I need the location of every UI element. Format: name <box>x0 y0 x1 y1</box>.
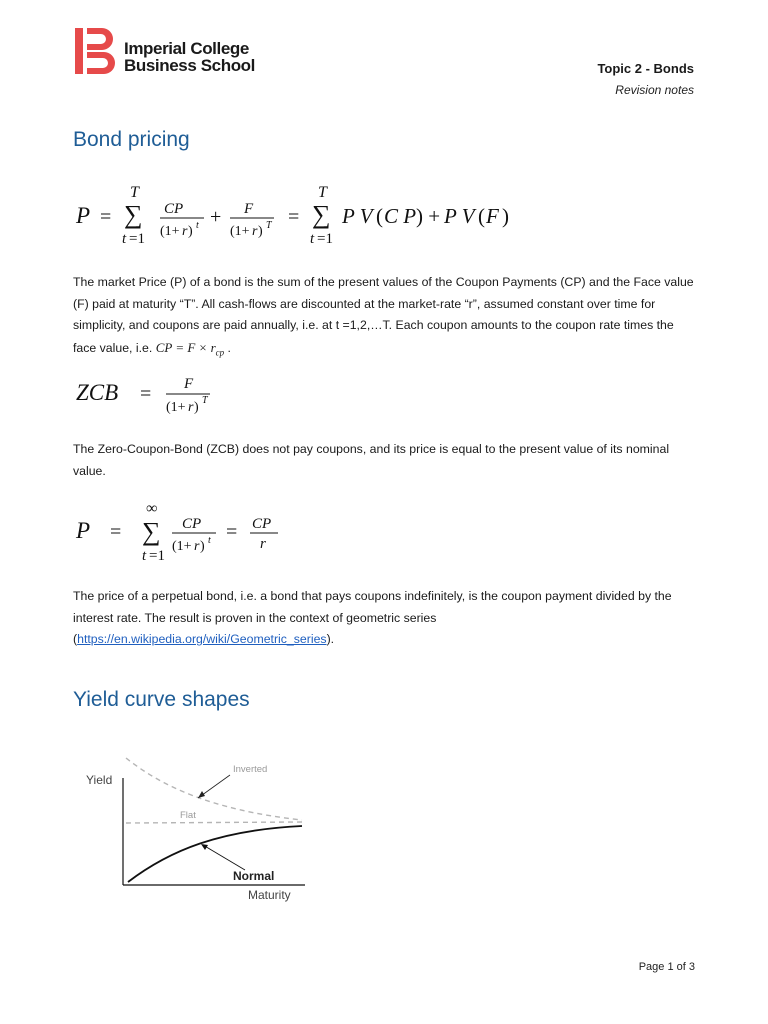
flat-curve <box>126 822 302 823</box>
topic-title: Topic 2 - Bonds <box>597 61 694 76</box>
svg-text:): ) <box>200 539 205 554</box>
svg-text:P: P <box>76 203 91 228</box>
geometric-series-link[interactable]: https://en.wikipedia.org/wiki/Geometric_series <box>77 632 327 646</box>
svg-text:(1+: (1+ <box>230 224 250 239</box>
normal-pointer <box>203 845 245 870</box>
paragraph-bond-price-text: The market Price (P) of a bond is the sum of the present values of the Coupon Payments (CP) and the Face value (F) paid at maturity “T”. All cash-flows are discounted at the market-rate “r”, assumed constant over time for simplicity, and coupons are paid annually, i.e. at t =1,2,…T. Each coupon amounts to the coupon rate times the face value, i.e. <box>73 275 694 355</box>
svg-text:=: = <box>288 206 300 228</box>
paragraph-perpetual-text: The price of a perpetual bond, i.e. a bond that pays coupons indefinitely, is the coupon payment divided by the interest rate. The result is proven in the context of geometric series ( <box>73 589 672 646</box>
paragraph-zcb: The Zero-Coupon-Bond (ZCB) does not pay coupons, and its price is equal to the present value of its nominal value. <box>73 442 670 478</box>
svg-text:=1: =1 <box>149 548 165 564</box>
svg-text:=: = <box>110 521 122 543</box>
paragraph-perpetual <box>73 586 695 651</box>
svg-text:P V: P V <box>444 204 475 228</box>
svg-text:r: r <box>194 539 200 554</box>
svg-text:t: t <box>122 231 127 247</box>
paragraph-perpetual-end: ). <box>326 632 335 646</box>
svg-text:=: = <box>100 206 112 228</box>
logo-mark <box>75 28 119 74</box>
svg-text:(: ( <box>478 204 485 228</box>
svg-text:∑: ∑ <box>142 517 161 546</box>
section-heading-bond-pricing: Bond pricing <box>73 128 190 151</box>
svg-text:∑: ∑ <box>124 200 143 229</box>
page-number: Page 1 of 3 <box>638 961 695 973</box>
svg-text:T: T <box>266 220 272 231</box>
svg-text:F: F <box>486 204 499 228</box>
logo-line-1: Imperial College <box>124 39 249 58</box>
svg-text:=: = <box>226 521 238 543</box>
svg-text:(1+: (1+ <box>166 400 186 415</box>
svg-text:): ) <box>502 204 509 228</box>
y-axis-label: Yield <box>86 773 113 787</box>
svg-text:CP: CP <box>182 516 202 532</box>
svg-text:CP: CP <box>252 516 272 532</box>
svg-text:r: r <box>182 224 188 239</box>
bond-price-formula <box>74 180 554 250</box>
svg-text:(1+: (1+ <box>172 539 192 554</box>
series-label-inverted: Inverted <box>233 764 268 775</box>
svg-text:T: T <box>130 184 139 201</box>
series-label-flat: Flat <box>180 810 196 821</box>
svg-text:): ) <box>194 400 199 415</box>
svg-text:r: r <box>188 400 194 415</box>
svg-text:t: t <box>310 231 315 247</box>
logo-text <box>124 40 255 74</box>
perpetual-bond-formula <box>74 500 314 570</box>
coupon-formula-inline: CP = $F \times r_{cp}$ <box>155 339 225 358</box>
svg-text:): ) <box>188 224 193 239</box>
logo-line-2: Business School <box>124 56 255 75</box>
svg-text:r: r <box>260 536 266 552</box>
svg-text:=: = <box>140 383 152 405</box>
svg-text:t: t <box>142 548 147 564</box>
svg-text:F: F <box>184 376 194 392</box>
svg-text:P: P <box>76 518 91 543</box>
svg-text:) +: ) + <box>416 204 441 228</box>
svg-text:P V: P V <box>342 204 373 228</box>
svg-text:): ) <box>258 224 263 239</box>
svg-text:t: t <box>196 220 199 231</box>
svg-text:+: + <box>210 206 222 228</box>
svg-text:T: T <box>202 395 208 406</box>
svg-text:T: T <box>318 184 327 201</box>
normal-curve <box>128 826 302 882</box>
svg-text:(: ( <box>376 204 383 228</box>
revision-notes-label: Revision notes <box>615 83 694 97</box>
inverted-curve <box>126 758 302 820</box>
svg-text:=1: =1 <box>129 231 145 247</box>
yield-curve-chart <box>80 750 320 910</box>
section-heading-yield-curve: Yield curve shapes <box>73 688 250 711</box>
svg-text:t: t <box>208 535 211 546</box>
svg-text:ZCB: ZCB <box>76 380 119 405</box>
svg-text:F: F <box>244 201 254 217</box>
x-axis-label: Maturity <box>248 888 291 902</box>
zcb-formula <box>74 370 274 420</box>
yield-curve-svg <box>80 750 320 910</box>
series-label-normal: Normal <box>233 869 275 883</box>
svg-text:r: r <box>252 224 258 239</box>
paragraph-bond-price: The market Price (P) of a bond is the sum of the present values of the Coupon Payments (CP) and the Face value (F) paid at maturity “T”. All cash-flows are discounted at the market-rate “r”, assumed constant over time for simplicity, and coupons are paid annually, i.e. at t =1,2,…T. Each coupon amounts to the coupon rate times the face value, i.e. CP = $F \times r_{cp}$ . <box>73 275 694 358</box>
svg-text:∞: ∞ <box>146 500 158 517</box>
svg-text:∑: ∑ <box>312 200 331 229</box>
svg-text:C P: C P <box>384 204 417 228</box>
svg-text:(1+: (1+ <box>160 224 180 239</box>
svg-text:=1: =1 <box>317 231 333 247</box>
svg-text:CP: CP <box>164 201 184 217</box>
